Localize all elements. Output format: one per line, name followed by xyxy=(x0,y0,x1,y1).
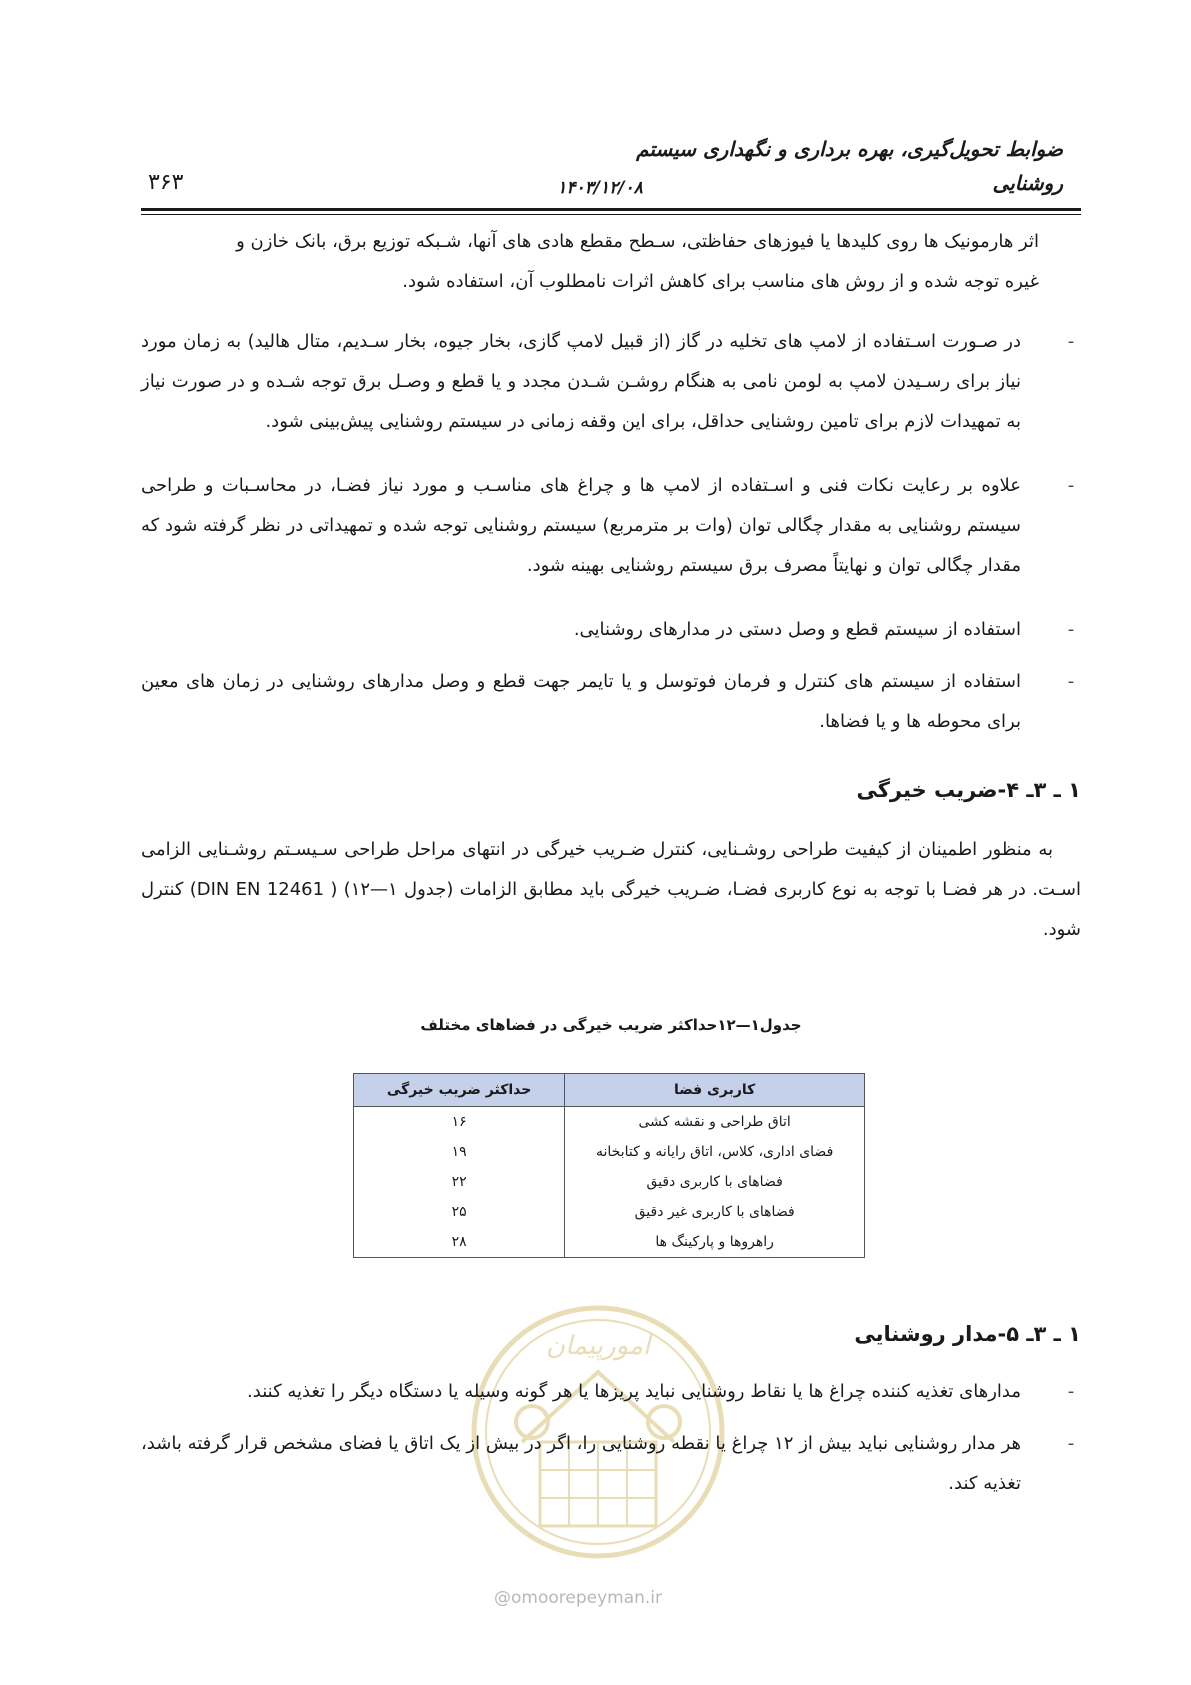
bullet-text: مدارهای تغذیه کننده چراغ ها یا نقاط روشنایی نباید پریزها یا هر گونه وسیله یا دستگاه دیگر را تغذیه کنند. xyxy=(247,1381,1021,1402)
intro-line1: اثر هارمونیک ها روی کلیدها یا فیوزهای حفاظتی، سـطح مقطع هادی های آنها، شـبکه توزیع برق، بانک خازن و xyxy=(236,231,1039,252)
table-cell-value: ۱۹ xyxy=(354,1137,565,1167)
bullet-item xyxy=(141,1372,1081,1412)
watermark-site: @omoorepeyman.ir xyxy=(494,1588,663,1608)
bullet-item xyxy=(141,662,1081,742)
table-cell-value: ۲۸ xyxy=(354,1227,565,1258)
table-cell-use: راهروها و پارکینگ ها xyxy=(565,1227,865,1258)
section-heading-circuit: ۱ ـ ۳ـ ۵-مدار روشنایی xyxy=(854,1322,1081,1346)
table-row xyxy=(354,1197,865,1227)
bullet-text: استفاده از سیستم های کنترل و فرمان فوتوسل و یا تایمر جهت قطع و وصل مدارهای روشنایی در زمان های معین برای محوطه ها و یا فضاها. xyxy=(141,671,1021,732)
table-cell-use: فضاهای با کاربری غیر دقیق xyxy=(565,1197,865,1227)
bullet-item xyxy=(141,466,1081,586)
table-header-value: حداکثر ضریب خیرگی xyxy=(354,1074,565,1107)
table-caption: جدول۱—۱۲حداکثر ضریب خیرگی در فضاهای مختلف xyxy=(420,1016,802,1034)
bullet-dash: - xyxy=(1067,475,1075,496)
header-rule-thick xyxy=(141,208,1081,211)
table-row xyxy=(354,1137,865,1167)
bullet-text: علاوه بر رعایت نکات فنی و اسـتفاده از لامپ ها و چراغ های مناسـب و مورد نیاز فضـا، در محاسـبات و طراحی سیستم روشنایی به مقدار چگالی توان (وات بر مترمربع) سیستم روشنایی توجه شده و تمهیداتی در نظر گرفته شود که مقدار چگالی توان و نهایتاً مصرف برق سیستم روشنایی بهینه شود. xyxy=(141,475,1021,576)
table-cell-use: اتاق طراحی و نقشه کشی xyxy=(565,1107,865,1138)
intro-line2: غیره توجه شده و از روش های مناسب برای کاهش اثرات نامطلوب آن، استفاده شود. xyxy=(402,271,1039,292)
page-number: ۳۶۳ xyxy=(148,170,184,195)
table-row xyxy=(354,1227,865,1258)
bullet-text: استفاده از سیستم قطع و وصل دستی در مدارهای روشنایی. xyxy=(573,619,1021,640)
bullet-dash: - xyxy=(1067,1433,1075,1454)
table-row xyxy=(354,1167,865,1197)
bullet-item xyxy=(141,610,1081,650)
intro-paragraph xyxy=(141,222,1081,302)
table-cell-value: ۱۶ xyxy=(354,1107,565,1138)
table-cell-use: فضای اداری، کلاس، اتاق رایانه و کتابخانه xyxy=(565,1137,865,1167)
glare-table xyxy=(353,1073,865,1258)
bullet-dash: - xyxy=(1067,331,1075,352)
section-heading-glare: ۱ ـ ۳ـ ۴-ضریب خیرگی xyxy=(856,778,1081,802)
watermark-logo-text: امورپیمان xyxy=(545,1331,651,1361)
bullet-item xyxy=(141,1424,1081,1504)
document-date: ۱۴۰۳/۱۲/۰۸ xyxy=(557,178,643,198)
table-row xyxy=(354,1107,865,1138)
document-title-line1: ضوابط تحویل‌گیری، بهره برداری و نگهداری سیستم xyxy=(636,137,1063,161)
table-cell-value: ۲۲ xyxy=(354,1167,565,1197)
bullet-dash: - xyxy=(1067,671,1075,692)
bullet-item xyxy=(141,322,1081,442)
table-cell-value: ۲۵ xyxy=(354,1197,565,1227)
document-title-line2: روشنایی xyxy=(992,171,1063,195)
table-cell-use: فضاهای با کاربری دقیق xyxy=(565,1167,865,1197)
header-rule-thin xyxy=(141,214,1081,215)
table-header-row xyxy=(354,1074,865,1107)
bullet-text: در صـورت اسـتفاده از لامپ های تخلیه در گاز (از قبیل لامپ گازی، بخار جیوه، بخار سـدیم، متال هالید) به زمان مورد نیاز برای رسـیدن لامپ به لومن نامی به هنگام روشـن شـدن مجدد و یا قطع و وصـل برق توجه شـده و در صورت نیاز به تمهیدات لازم برای تامین روشنایی حداقل، برای این وقفه زمانی در سیستم روشنایی پیش‌بینی شود. xyxy=(141,331,1021,432)
bullet-dash: - xyxy=(1067,619,1075,640)
table-header-use: کاربری فضا xyxy=(565,1074,865,1107)
bullet-text: هر مدار روشنایی نباید بیش از ۱۲ چراغ یا نقطه روشنایی را، اگر در بیش از یک اتاق یا فضای مشخص قرار گرفته باشد، تغذیه کند. xyxy=(141,1433,1021,1494)
glare-paragraph: به منظور اطمینان از کیفیت طراحی روشـنایی، کنترل ضـریب خیرگی در انتهای مراحل طراحی سـیسـتم روشـنایی الزامی اسـت. در هر فضـا با توجه به نوع کاربری فضـا، ضـریب خیرگی باید مطابق الزامات (جدول ۱—۱۲) ( DIN EN 12461) کنترل شود. xyxy=(141,839,1081,940)
bullet-dash: - xyxy=(1067,1381,1075,1402)
